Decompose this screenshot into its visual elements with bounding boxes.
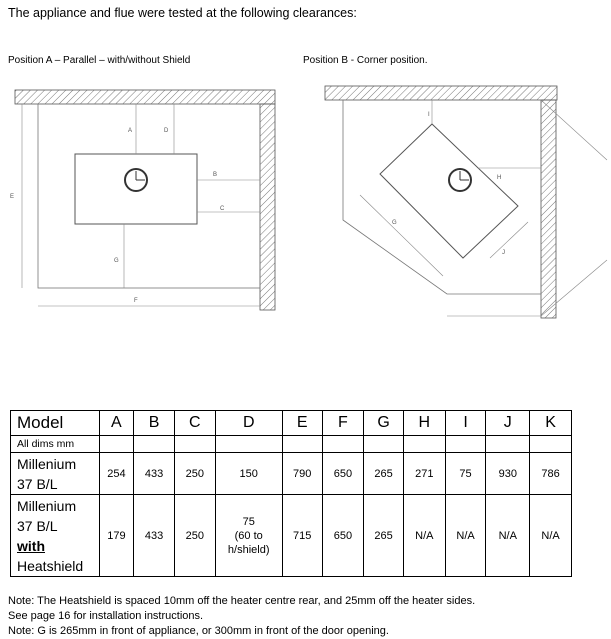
units-label: All dims mm (11, 436, 100, 453)
row1-i: 75 (445, 453, 486, 495)
header-col-f: F (322, 411, 364, 436)
row2-k: N/A (530, 495, 572, 577)
position-b-caption: Position B - Corner position. (303, 55, 428, 66)
header-col-i: I (445, 411, 486, 436)
row1-f: 650 (322, 453, 364, 495)
row2-e: 715 (282, 495, 322, 577)
table-row (11, 495, 572, 577)
row2-h: N/A (403, 495, 445, 577)
label-g-b: G (392, 220, 397, 226)
clearance-table (10, 410, 572, 577)
label-i: I (428, 112, 430, 118)
row2-c: 250 (174, 495, 215, 577)
label-c: C (220, 206, 225, 212)
row2-b: 433 (134, 495, 175, 577)
position-b-diagram (325, 86, 607, 318)
row2-model: Millenium 37 B/L with Heatshield (11, 495, 100, 577)
corner-hearth-outline (343, 100, 541, 294)
side-wall (260, 104, 275, 310)
row1-d: 150 (215, 453, 282, 495)
position-a-diagram (10, 90, 275, 310)
row1-model: Millenium 37 B/L (11, 453, 100, 495)
dim-g-line-b (360, 195, 443, 276)
label-g: G (114, 258, 119, 264)
note-heatshield: Note: The Heatshield is spaced 10mm off the heater centre rear, and 25mm off the heater sides. (8, 595, 476, 607)
label-e: E (10, 194, 15, 200)
position-a-caption: Position A – Parallel – with/without Shield (8, 55, 191, 66)
table-header-row (11, 411, 572, 436)
row1-g: 265 (364, 453, 404, 495)
header-col-e: E (282, 411, 322, 436)
note-instructions: See page 16 for installation instructions. (8, 610, 204, 622)
label-d: D (164, 128, 169, 134)
label-j: J (502, 250, 505, 256)
units-row (11, 436, 572, 453)
header-col-a: A (99, 411, 134, 436)
label-h: H (497, 175, 502, 181)
row2-f: 650 (322, 495, 364, 577)
header-col-c: C (174, 411, 215, 436)
rear-wall (15, 90, 275, 104)
row2-i: N/A (445, 495, 486, 577)
header-col-g: G (364, 411, 404, 436)
corner-appliance-outline (380, 124, 518, 258)
row1-c: 250 (174, 453, 215, 495)
intro-text: The appliance and flue were tested at the following clearances: (8, 6, 357, 20)
row1-j: 930 (486, 453, 530, 495)
row2-d: 75 (60 to h/shield) (215, 495, 282, 577)
row1-h: 271 (403, 453, 445, 495)
header-model: Model (11, 411, 100, 436)
corner-side-wall (541, 100, 556, 318)
row1-a: 254 (99, 453, 134, 495)
note-g-clearance: Note: G is 265mm in front of appliance, or 300mm in front of the door opening. (8, 625, 389, 637)
row1-k: 786 (530, 453, 572, 495)
corner-rear-wall (325, 86, 557, 100)
notes (8, 594, 475, 639)
header-col-b: B (134, 411, 175, 436)
header-col-h: H (403, 411, 445, 436)
header-col-d: D (215, 411, 282, 436)
label-a: A (128, 128, 133, 134)
header-col-j: J (486, 411, 530, 436)
label-f: F (134, 298, 138, 304)
row2-g: 265 (364, 495, 404, 577)
table-row (11, 453, 572, 495)
appliance-outline (75, 154, 197, 224)
row2-j: N/A (486, 495, 530, 577)
header-col-k: K (530, 411, 572, 436)
row2-a: 179 (99, 495, 134, 577)
row1-e: 790 (282, 453, 322, 495)
hearth-outline (38, 104, 260, 288)
row1-b: 433 (134, 453, 175, 495)
label-b: B (213, 172, 218, 178)
